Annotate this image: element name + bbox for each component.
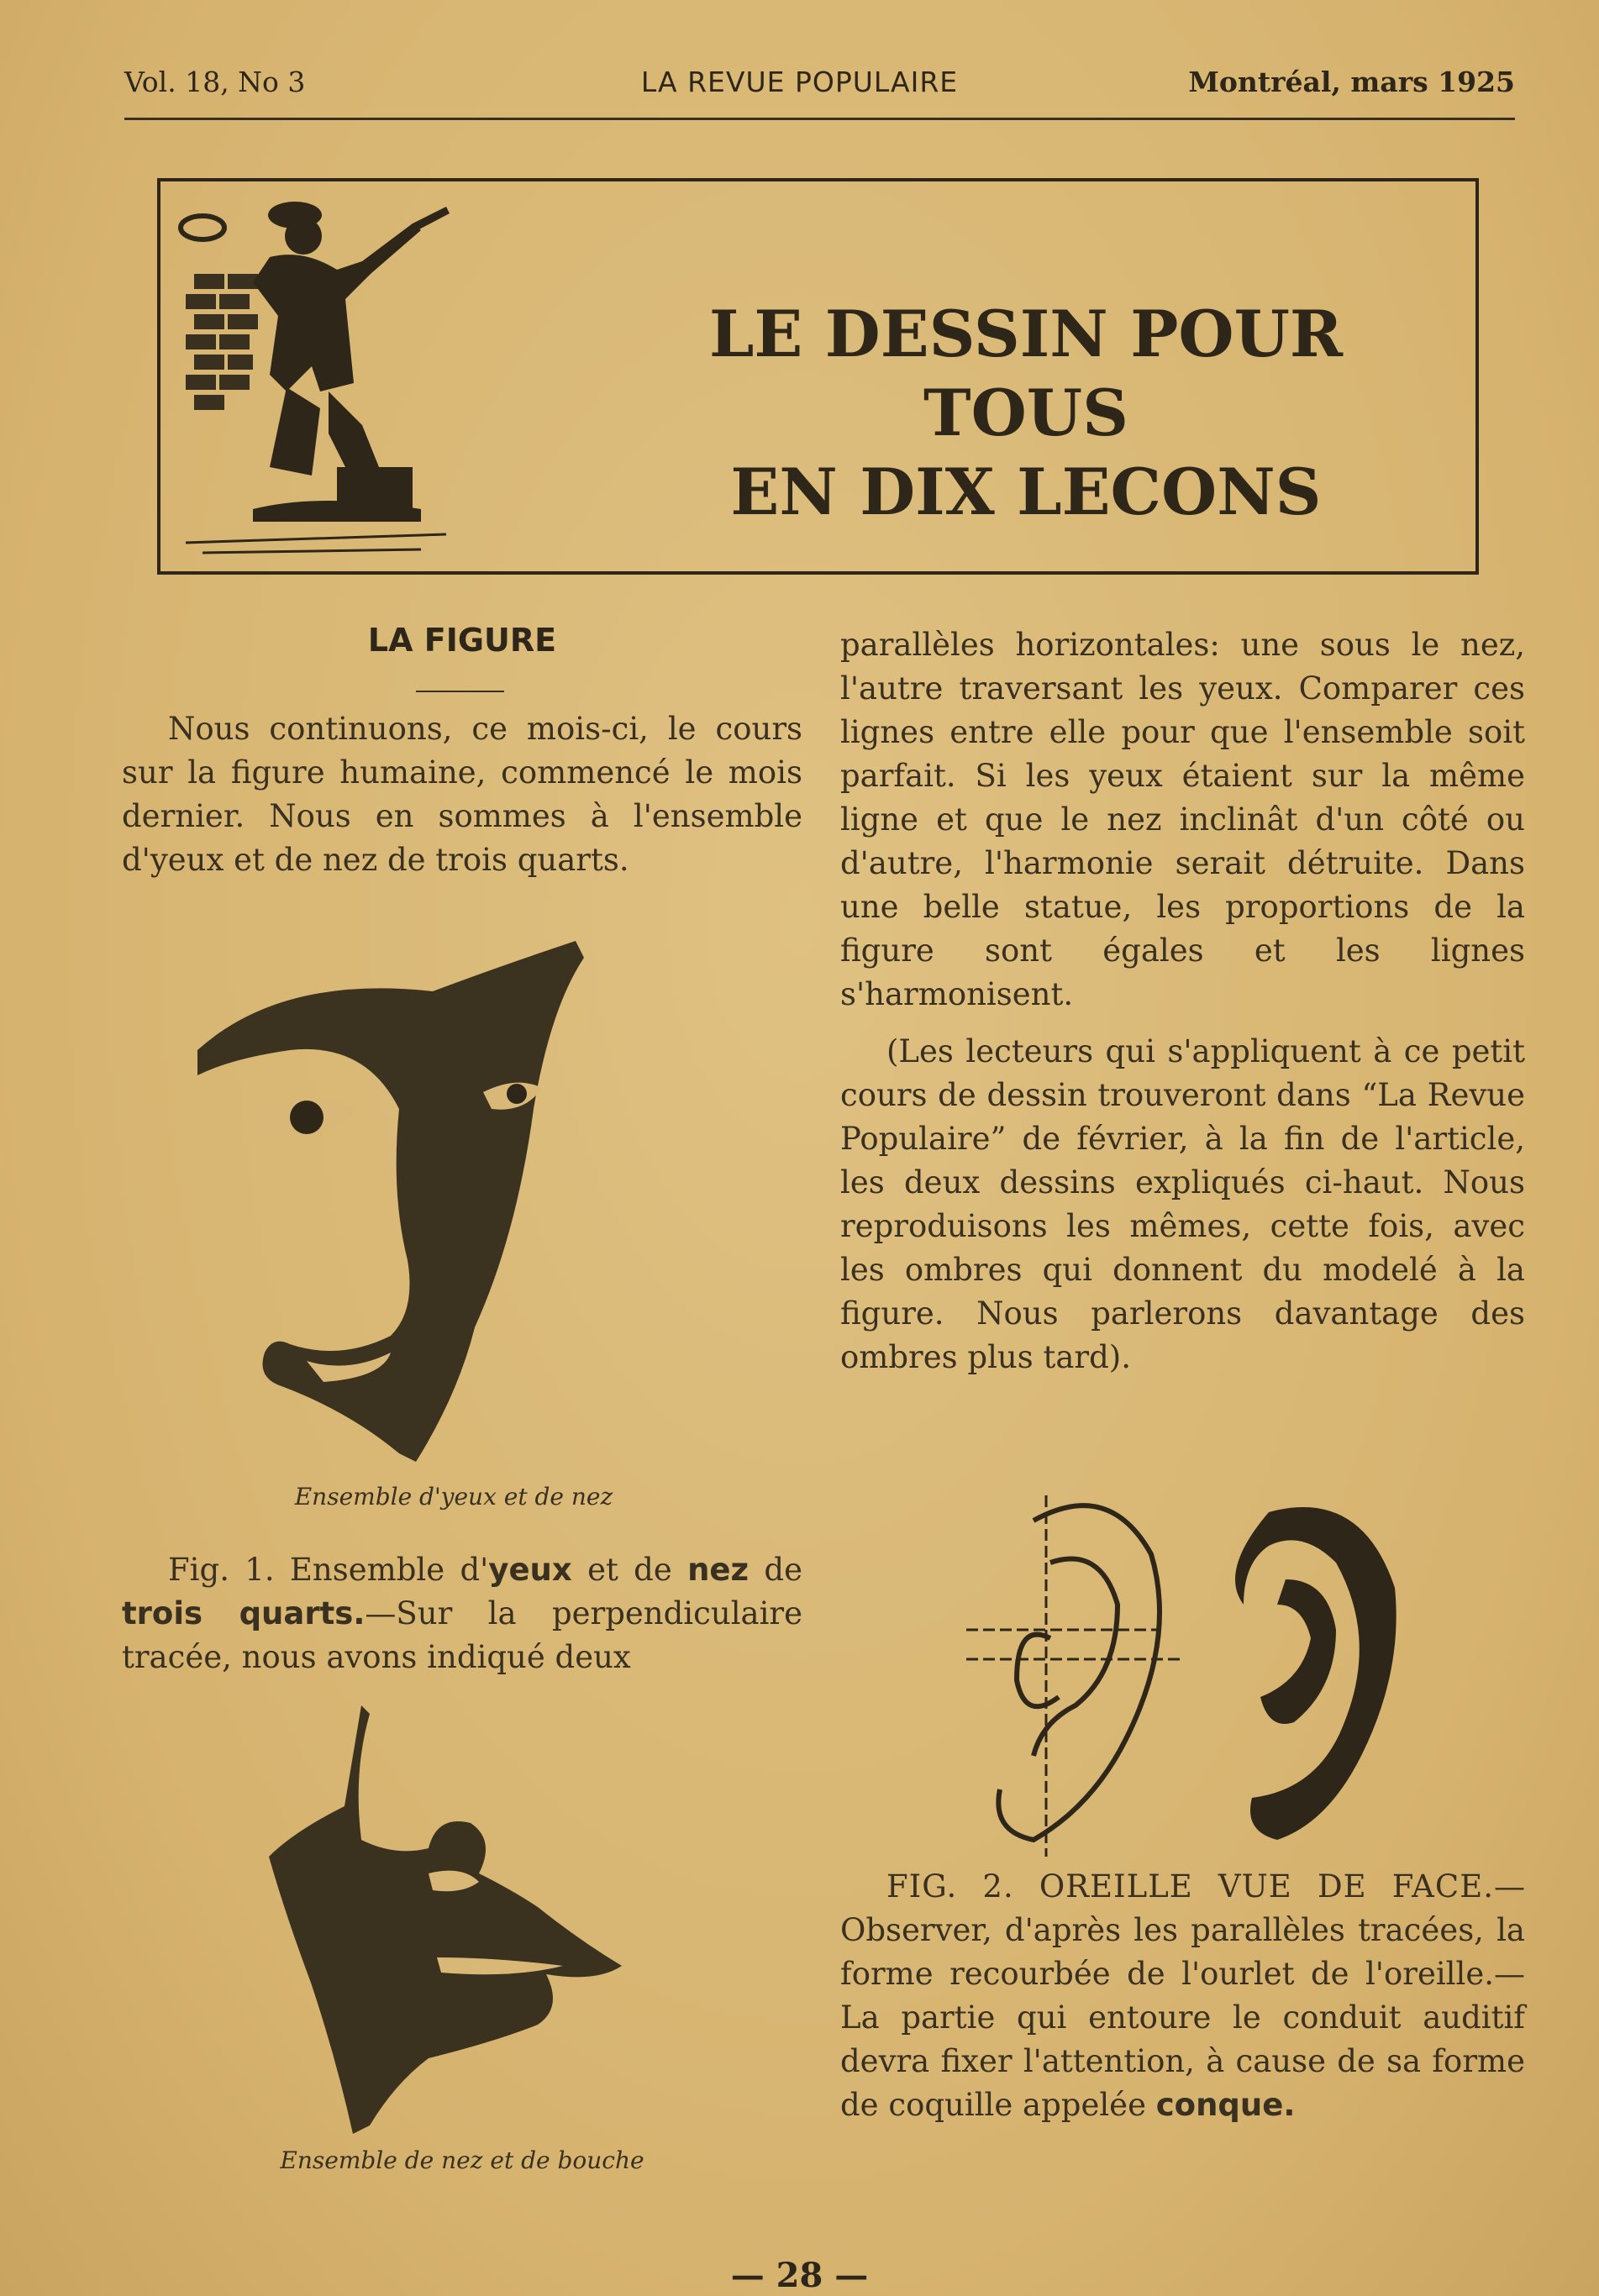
banner-title [648,295,1404,532]
painter-illustration [169,190,555,568]
header-volume: Vol. 18, No 3 [124,66,306,98]
section-rule [416,691,504,692]
banner-title-line-2: EN DIX LECONS [730,454,1322,529]
fig1-bold-trois-quarts: trois quarts. [122,1595,366,1631]
fig1-paragraph [122,1548,802,1679]
fig1-mid2: de [749,1552,802,1588]
fig2-paragraph [840,1865,1525,2127]
fig2-label: FIG. 2. OREILLE VUE DE FACE. [886,1868,1494,1905]
banner-title-line-1: LE DESSIN POUR TOUS [708,297,1344,450]
left-intro [122,707,802,882]
fig2-rest: —Observer, d'après les parallèles tracées, la forme recourbée de l'ourlet de l'oreille.—La partie qui entoure le conduit auditif devra fixer l'attention, à cause de sa forme de coquille appelée [840,1868,1525,2123]
fig2-bold-conque: conque. [1155,2087,1296,2123]
title-banner [157,178,1479,575]
intro-paragraph: Nous continuons, ce mois-ci, le cours sur la figure humaine, commencé le mois dernier. Nous en sommes à l'ensemble d'yeux et de nez de trois quarts. [122,711,802,878]
fig-mouth-caption: Ensemble de nez et de bouche [280,2146,644,2174]
right-column-top [840,623,1525,1379]
continuation-paragraph: parallèles horizontales: une sous le nez, l'autre traversant les yeux. Comparer ces lignes entre elle pour que l'ensemble soit parfait. Si les yeux étaient sur la même ligne et que le nez inclinât d'un côté ou d'autre, l'harmonie serait détruite. Dans une belle statue, les proportions de la figure sont égales et les lignes s'harmonisent. [840,627,1525,1012]
fig1-bold-nez: nez [687,1552,750,1588]
ear-illustration [966,1487,1420,1857]
eyes-nose-illustration [181,941,727,1479]
header-place-date: Montréal, mars 1925 [1188,66,1515,98]
fig1-text [122,1548,802,1679]
fig1-caption: Ensemble d'yeux et de nez [294,1483,613,1511]
nose-mouth-illustration [260,1705,639,2142]
fig2-text [840,1865,1525,2127]
section-title: LA FIGURE [367,622,557,659]
fig1-bold-yeux: yeux [488,1552,572,1588]
page-number: — 28 — [730,2256,869,2295]
fig1-rest: —Sur la perpendiculaire tracée, nous avons indiqué deux [122,1595,802,1675]
header-magazine-title: LA REVUE POPULAIRE [640,66,959,98]
header-rule [124,118,1515,120]
note-paragraph: (Les lecteurs qui s'appliquent à ce petit cours de dessin trouveront dans “La Revue Populaire” de février, à la fin de l'article, les deux dessins expliqués ci-haut. Nous reproduisons les mêmes, cette fois, avec les ombres qui donnent du modelé à la figure. Nous parlerons davantage des ombres plus tard). [840,1033,1525,1375]
fig1-label: Fig. 1. Ensemble d' [168,1552,489,1588]
fig1-mid: et de [571,1552,688,1588]
